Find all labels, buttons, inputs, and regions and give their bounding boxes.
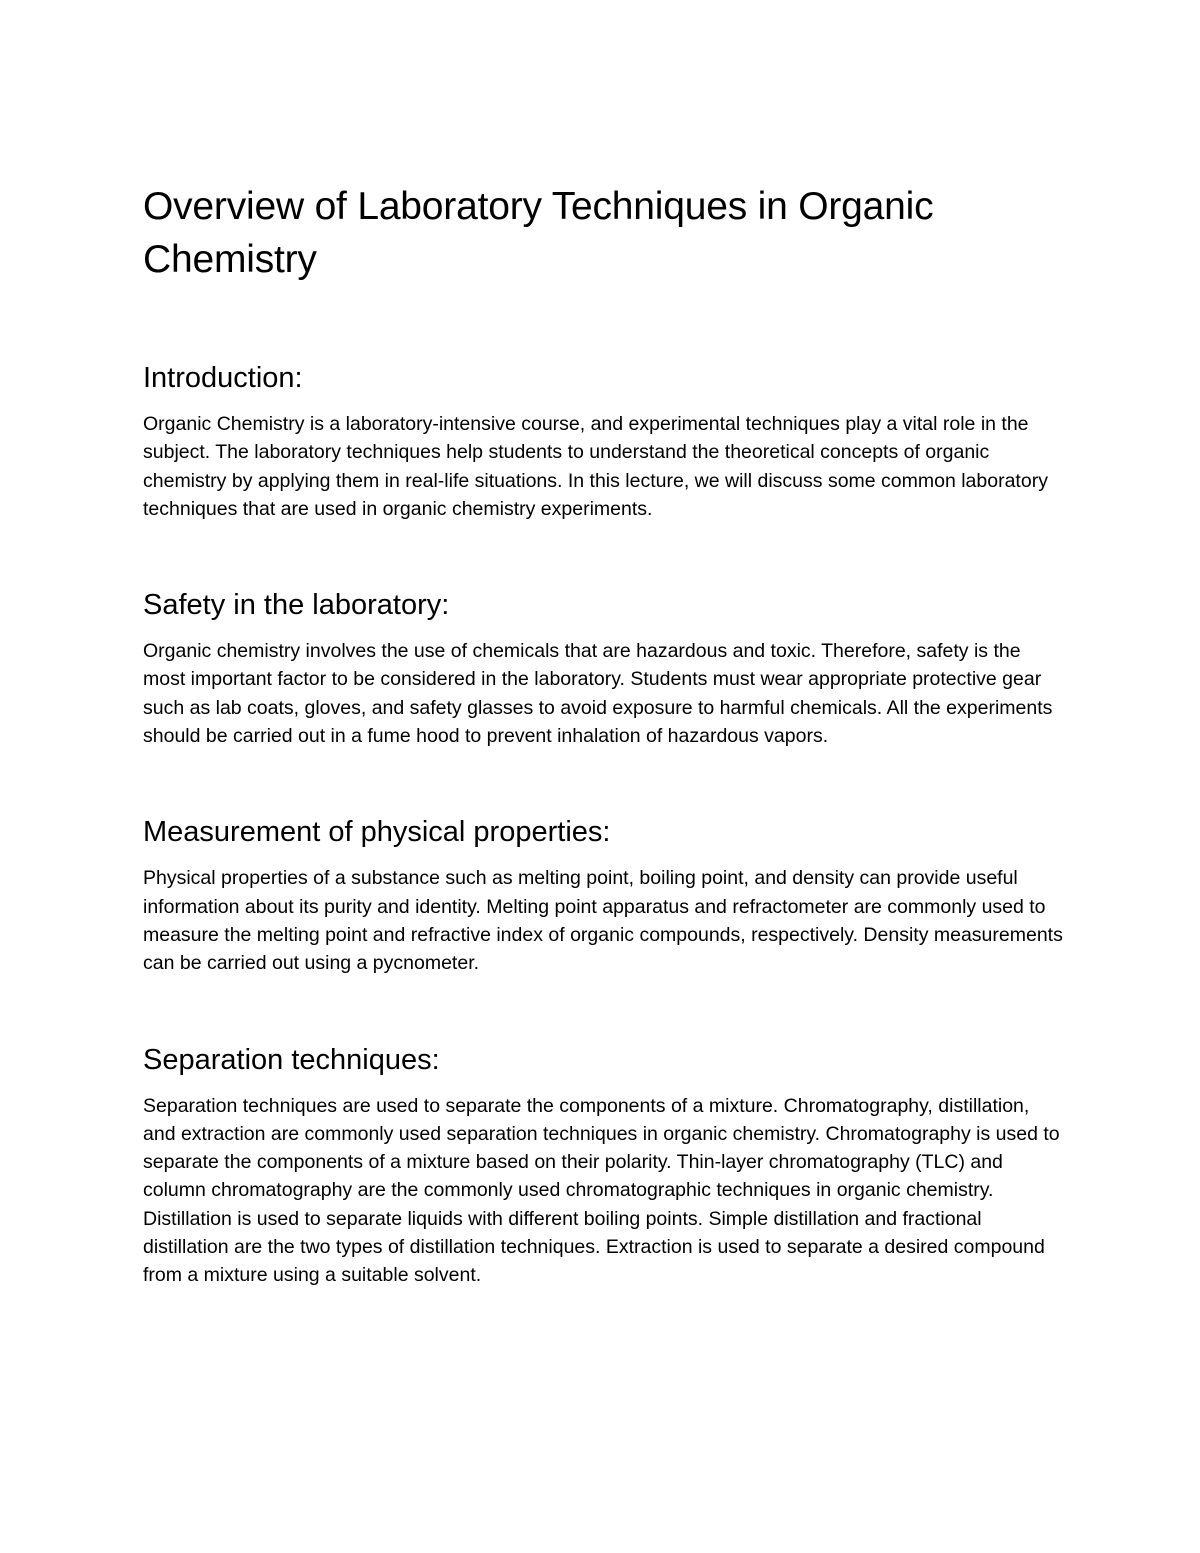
- section-heading: Measurement of physical properties:: [143, 816, 611, 849]
- section-body: Organic chemistry involves the use of chemicals that are hazardous and toxic. Therefore, safety is the most important factor to be considered in the laboratory. Students must wear appropriate protective gear such as lab coats, gloves, and safety glasses to avoid exposure to harmful chemicals. All the experiments should be carried out in a fume hood to prevent inhalation of hazardous vapors.: [143, 640, 1053, 748]
- section-separation: [143, 1040, 1063, 1290]
- document-page: [143, 180, 1063, 1290]
- section-heading: Safety in the laboratory:: [143, 589, 450, 622]
- document-title: Overview of Laboratory Techniques in Organic Chemistry: [143, 185, 934, 281]
- section-heading: Separation techniques:: [143, 1043, 440, 1076]
- section-body: Separation techniques are used to separate the components of a mixture. Chromatography, distillation, and extraction are commonly used separation techniques in organic chemistry. Chromatography is used to separate the components of a mixture based on their polarity. Thin-layer chromatography (TLC) and column chromatography are the commonly used chromatographic techniques in organic chemistry. Distillation is used to separate liquids with different boiling points. Simple distillation and fractional distillation are the two types of distillation techniques. Extraction is used to separate a desired compound from a mixture using a suitable solvent.: [143, 1094, 1060, 1287]
- section-introduction: [143, 358, 1063, 523]
- section-measurement: [143, 812, 1063, 977]
- section-body: Organic Chemistry is a laboratory-intensive course, and experimental techniques play a vital role in the subject. The laboratory techniques help students to understand the theoretical concepts of organic chemistry by applying them in real-life situations. In this lecture, we will discuss some common laboratory techniques that are used in organic chemistry experiments.: [143, 413, 1048, 520]
- section-body: Physical properties of a substance such as melting point, boiling point, and density can provide useful information about its purity and identity. Melting point apparatus and refractometer are commonly used to measure the melting point and refractive index of organic compounds, respectively. Density measurements can be carried out using a pycnometer.: [143, 867, 1063, 975]
- section-safety: [143, 585, 1063, 750]
- section-heading: Introduction:: [143, 362, 303, 394]
